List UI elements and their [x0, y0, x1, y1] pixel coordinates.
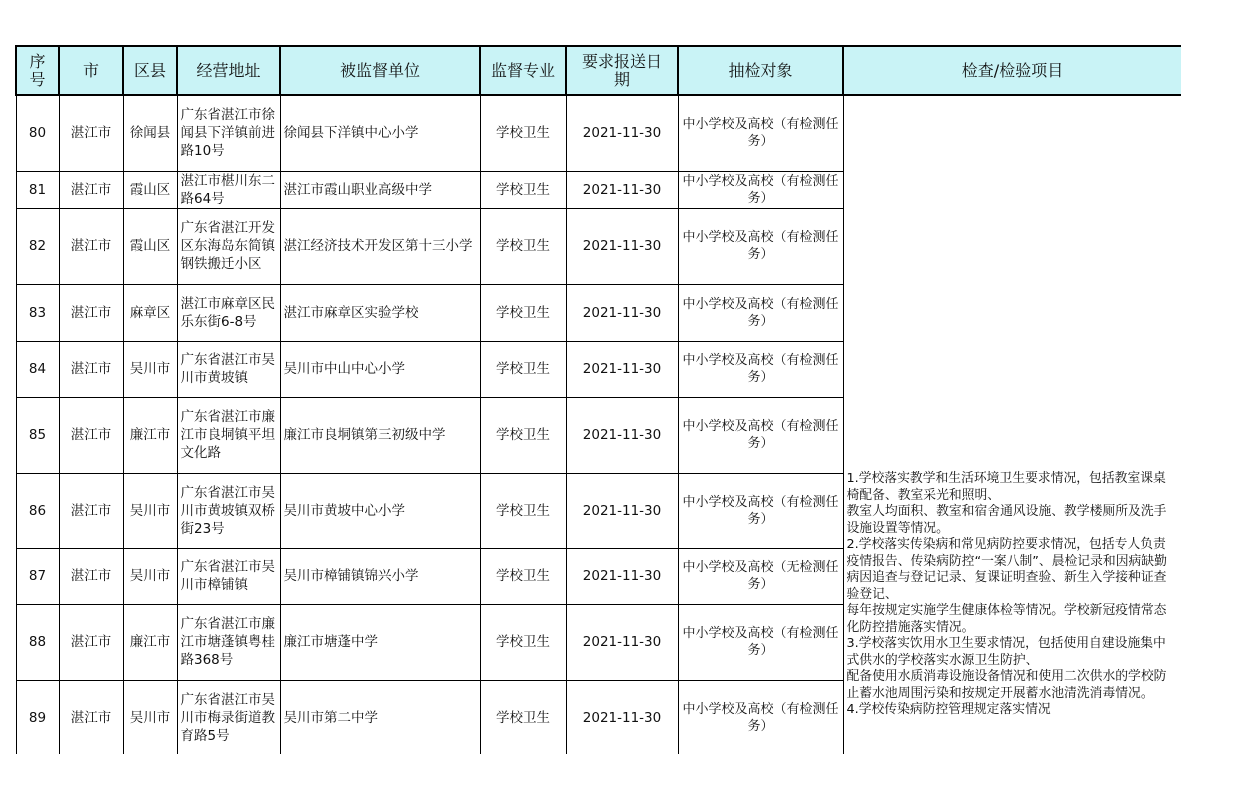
cell-unit: 吴川市黄坡中心小学 — [280, 473, 480, 548]
header-specialty: 监督专业 — [480, 46, 566, 95]
cell-specialty: 学校卫生 — [480, 284, 566, 341]
header-seq: 序 号 — [16, 46, 59, 95]
header-items: 检查/检验项目 — [843, 46, 1181, 95]
cell-district: 霞山区 — [123, 171, 177, 208]
cell-specialty: 学校卫生 — [480, 680, 566, 754]
cell-district: 廉江市 — [123, 604, 177, 680]
cell-district: 霞山区 — [123, 208, 177, 284]
cell-city: 湛江市 — [59, 208, 123, 284]
cell-city: 湛江市 — [59, 604, 123, 680]
cell-city: 湛江市 — [59, 548, 123, 604]
cell-unit: 湛江市霞山职业高级中学 — [280, 171, 480, 208]
cell-seq: 89 — [16, 680, 59, 754]
cell-specialty: 学校卫生 — [480, 604, 566, 680]
cell-deadline: 2021-11-30 — [566, 548, 678, 604]
cell-address: 广东省湛江市廉江市良垌镇平坦文化路 — [177, 397, 280, 473]
cell-specialty: 学校卫生 — [480, 95, 566, 171]
cell-deadline: 2021-11-30 — [566, 604, 678, 680]
cell-inspection-items — [843, 95, 1181, 754]
cell-address: 广东省湛江市吴川市梅录街道教育路5号 — [177, 680, 280, 754]
cell-unit: 吴川市第二中学 — [280, 680, 480, 754]
cell-district: 廉江市 — [123, 397, 177, 473]
cell-address: 广东省湛江市徐闻县下洋镇前进路10号 — [177, 95, 280, 171]
cell-object: 中小学校及高校（有检测任务） — [678, 208, 843, 284]
cell-unit: 吴川市中山中心小学 — [280, 341, 480, 397]
cell-object: 中小学校及高校（有检测任务） — [678, 95, 843, 171]
cell-city: 湛江市 — [59, 341, 123, 397]
cell-deadline: 2021-11-30 — [566, 680, 678, 754]
cell-object: 中小学校及高校（有检测任务） — [678, 604, 843, 680]
cell-deadline: 2021-11-30 — [566, 284, 678, 341]
cell-district: 徐闻县 — [123, 95, 177, 171]
cell-seq: 87 — [16, 548, 59, 604]
cell-object: 中小学校及高校（无检测任务） — [678, 548, 843, 604]
cell-address: 广东省湛江市吴川市樟铺镇 — [177, 548, 280, 604]
cell-specialty: 学校卫生 — [480, 171, 566, 208]
cell-specialty: 学校卫生 — [480, 473, 566, 548]
cell-district: 吴川市 — [123, 548, 177, 604]
cell-unit: 徐闻县下洋镇中心小学 — [280, 95, 480, 171]
cell-object: 中小学校及高校（有检测任务） — [678, 473, 843, 548]
cell-seq: 83 — [16, 284, 59, 341]
cell-deadline: 2021-11-30 — [566, 171, 678, 208]
inspection-items-wrap — [847, 96, 1179, 754]
supervision-table — [15, 45, 1181, 754]
cell-address: 广东省湛江市吴川市黄坡镇双桥街23号 — [177, 473, 280, 548]
cell-seq: 81 — [16, 171, 59, 208]
header-address: 经营地址 — [177, 46, 280, 95]
header-object: 抽检对象 — [678, 46, 843, 95]
cell-unit: 湛江经济技术开发区第十三小学 — [280, 208, 480, 284]
cell-seq: 86 — [16, 473, 59, 548]
cell-seq: 85 — [16, 397, 59, 473]
cell-specialty: 学校卫生 — [480, 548, 566, 604]
header-unit: 被监督单位 — [280, 46, 480, 95]
cell-deadline: 2021-11-30 — [566, 341, 678, 397]
cell-unit: 吴川市樟铺镇锦兴小学 — [280, 548, 480, 604]
cell-unit: 湛江市麻章区实验学校 — [280, 284, 480, 341]
cell-specialty: 学校卫生 — [480, 341, 566, 397]
cell-specialty: 学校卫生 — [480, 397, 566, 473]
spreadsheet — [15, 45, 1181, 754]
header-deadline: 要求报送日 期 — [566, 46, 678, 95]
table-row — [16, 95, 1181, 171]
cell-object: 中小学校及高校（有检测任务） — [678, 397, 843, 473]
cell-specialty: 学校卫生 — [480, 208, 566, 284]
inspection-items-text: 1.学校落实教学和生活环境卫生要求情况，包括教室课桌椅配备、教室采光和照明、 教室人均面积、教室和宿舍通风设施、教学楼厕所及洗手设施设置等情况。 2.学校落实传染病和常见病防控要求情况，包括专人负责疫情报告、传染病防控“一案八制”、晨检记录和因病缺勤病因追查与登记记录、复课证明查验、新生入学接种证查验登记、 每年按规定实施学生健康体检等情况。学校新冠疫情常态化防控措施落实情况。 3.学校落实饮用水卫生要求情况，包括使用自建设施集中式供水的学校落实水源卫生防护、 配备使用水质消毒设施设备情况和使用二次供水的学校防止蓄水池周围污染和按规定开展蓄水池清洗消毒情况。 4.学校传染病防控管理规定落实情况 — [846, 471, 1167, 717]
cell-deadline: 2021-11-30 — [566, 208, 678, 284]
cell-address: 湛江市麻章区民乐东街6-8号 — [177, 284, 280, 341]
cell-deadline: 2021-11-30 — [566, 397, 678, 473]
cell-object: 中小学校及高校（有检测任务） — [678, 171, 843, 208]
cell-address: 广东省湛江市廉江市塘蓬镇粤桂路368号 — [177, 604, 280, 680]
cell-object: 中小学校及高校（有检测任务） — [678, 284, 843, 341]
cell-object: 中小学校及高校（有检测任务） — [678, 341, 843, 397]
cell-deadline: 2021-11-30 — [566, 95, 678, 171]
header-row — [16, 46, 1181, 95]
cell-address: 广东省湛江开发区东海岛东简镇钢铁搬迁小区 — [177, 208, 280, 284]
cell-deadline: 2021-11-30 — [566, 473, 678, 548]
cell-address: 湛江市椹川东二路64号 — [177, 171, 280, 208]
cell-seq: 88 — [16, 604, 59, 680]
cell-city: 湛江市 — [59, 397, 123, 473]
cell-unit: 廉江市良垌镇第三初级中学 — [280, 397, 480, 473]
cell-district: 吴川市 — [123, 680, 177, 754]
cell-city: 湛江市 — [59, 95, 123, 171]
cell-seq: 82 — [16, 208, 59, 284]
cell-city: 湛江市 — [59, 680, 123, 754]
cell-city: 湛江市 — [59, 473, 123, 548]
cell-unit: 廉江市塘蓬中学 — [280, 604, 480, 680]
cell-seq: 80 — [16, 95, 59, 171]
cell-address: 广东省湛江市吴川市黄坡镇 — [177, 341, 280, 397]
header-city: 市 — [59, 46, 123, 95]
cell-seq: 84 — [16, 341, 59, 397]
cell-district: 吴川市 — [123, 341, 177, 397]
cell-city: 湛江市 — [59, 171, 123, 208]
header-district: 区县 — [123, 46, 177, 95]
cell-district: 吴川市 — [123, 473, 177, 548]
cell-object: 中小学校及高校（有检测任务） — [678, 680, 843, 754]
cell-district: 麻章区 — [123, 284, 177, 341]
cell-city: 湛江市 — [59, 284, 123, 341]
